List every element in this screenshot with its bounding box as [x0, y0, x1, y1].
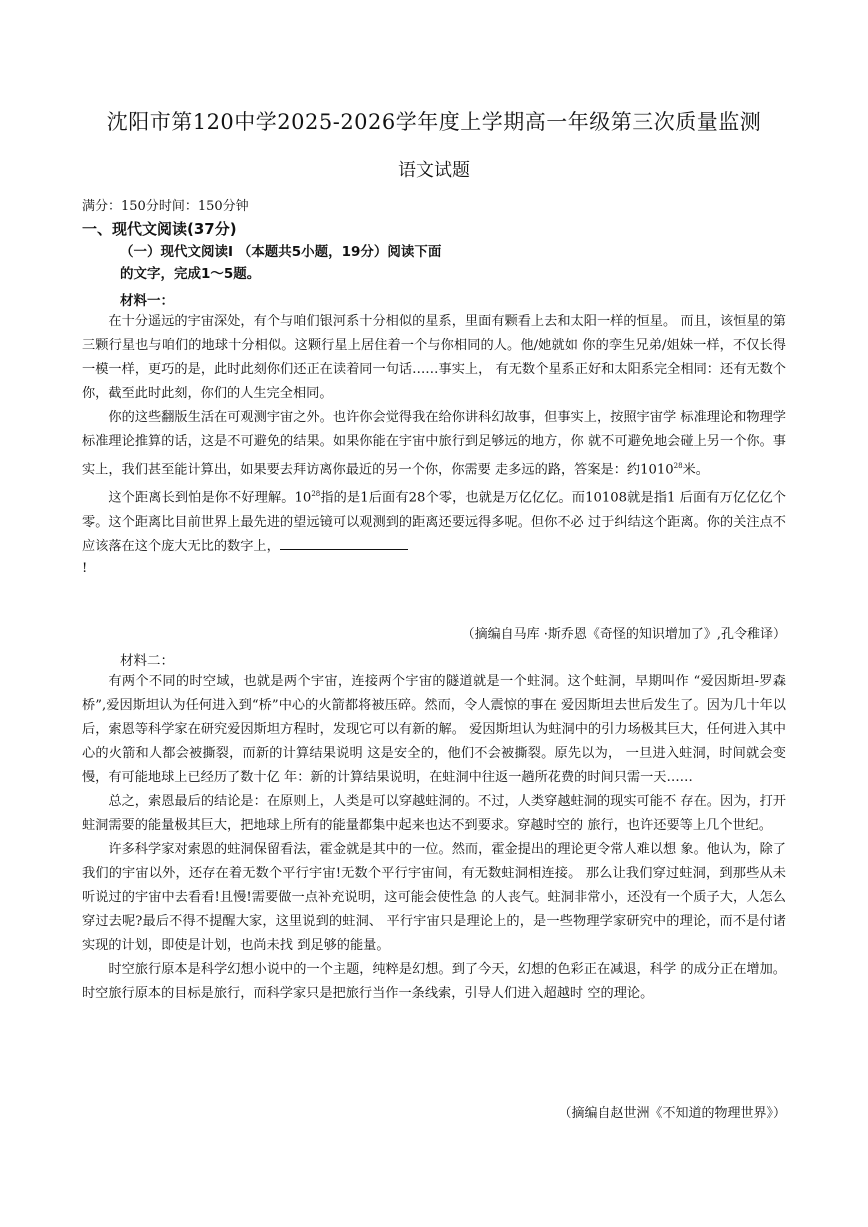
score-time-info: 满分：150分时间：150分钟: [82, 199, 249, 214]
material1-source: （摘编自马库 ·斯乔恩《奇怪的知识增加了》,孔令稚译）: [461, 627, 786, 642]
material2-paragraph: 总之，索恩最后的结论是：在原则上，人类是可以穿越蛀洞的。不过，人类穿越蛀洞的现实可能不 存在。因为，打开蛀洞需要的能量极其巨大，把地球上所有的能量都集中起来也达不到要求。穿越时空的 旅行，也许还要等上几个世纪。: [82, 794, 786, 833]
material2-label: 材料二：: [120, 653, 174, 669]
material2-body: [82, 670, 786, 1006]
material2-paragraph: 有两个不同的时空域，也就是两个宇宙，连接两个宇宙的隧道就是一个蛀洞。这个蛀洞，早期叫作 “爱因斯坦-罗森桥”,爱因斯坦认为任何进入到“桥”中心的火箭都将被压碎。然而，令人震惊的事在 爱因斯坦去世后发生了。因为几十年以后，索恩等科学家在研究爱因斯坦方程时，发现它可以有新的解。 爱因斯坦认为蛀洞中的引力场极其巨大，任何进入其中心的火箭和人都会被撕裂，而新的计算结果说明 这是安全的，他们不会被撕裂。原先以为， 一旦进入蛀洞，时间就会变慢，有可能地球上已经历了数十亿 年：新的计算结果说明，在蛀洞中往返一趟所花费的时间只需一天……: [82, 674, 786, 785]
subsection-heading: （一）现代文阅读Ⅰ （本题共5小题，19分）阅读下面的文字，完成1～5题。: [120, 244, 442, 282]
section-heading: 一、现代文阅读(37分): [82, 220, 237, 238]
exponent: 28: [673, 462, 683, 470]
material1-paragraph: [82, 406, 786, 482]
exam-title: 沈阳市第120中学2025-2026学年度上学期高一年级第三次质量监测: [106, 110, 762, 134]
exponent: 28: [311, 490, 321, 499]
material1-body: [82, 310, 786, 579]
trailing-mark: !: [82, 560, 88, 576]
unit-text: 米。: [682, 462, 709, 478]
material1-paragraph: [82, 482, 786, 558]
material2-paragraph: 许多科学家对索恩的蛀洞保留看法，霍金就是其中的一位。然而，霍金提出的理论更令常人难以想 象。他认为，除了我们的宇宙以外，还存在着无数个平行宇宙!无数个平行宇宙间，有无数蛀洞相连接。 那么让我们穿过蛀洞，到那些从未听说过的宇宙中去看看!且慢!需要做一点补充说明，这可能会使性急 的人丧气。蛀洞非常小，还没有一个质子大，人怎么穿过去呢?最后不得不提醒大家，这里说到的蛀洞、 平行宇宙只是理论上的，是一些物理学家研究中的理论，而不是付诸实现的计划，即使是计划，也尚未找 到足够的能量。: [82, 842, 786, 953]
material1-paragraph: 在十分遥远的宇宙深处，有个与咱们银河系十分相似的星系，里面有颗看上去和太阳一样的恒星。 而且，该恒星的第三颗行星也与咱们的地球十分相似。这颗行星上居住着一个与你相同的人。他/她就如 你的孪生兄弟/姐妹一样，不仅长得一模一样，更巧的是，此时此刻你们还正在读着同一句话……事实上， 有无数个星系正好和太阳系完全相同：还有无数个你，截至此时此刻，你们的人生完全相同。: [82, 314, 786, 401]
material1-label: 材料一：: [120, 293, 174, 309]
material1-paragraph-text: 这个距离长到怕是你不好理解。10: [108, 490, 312, 506]
material1-paragraph-text: 指的是1后面有28个零，也就是万亿亿亿。而10108就是指1 后面有万亿亿亿个零。这个距离比目前世界上最先进的望远镜可以观测到的距离还要远得多呢。但你不必 过于纠结这个距离。你的关注点不应该落在这个庞大无比的数字上，: [82, 490, 786, 554]
material1-paragraph-text: 你的这些翻版生活在可观测宇宙之外。也许你会觉得我在给你讲科幻故事，但事实上，按照宇宙学 标准理论和物理学标准理论推算的话，这是不可避免的结果。如果你能在宇宙中旅行到足够远的地方，你 就不可避免地会碰上另一个你。事实上，我们甚至能计算出，如果要去拜访离你最近的另一个你，你需要 走多远的路，答案是：约1010: [82, 410, 786, 478]
fill-in-blank: [280, 535, 408, 550]
material2-source: （摘编自赵世洲《不知道的物理世界》）: [558, 1106, 786, 1121]
exam-subtitle: 语文试题: [398, 160, 470, 181]
material2-paragraph: 时空旅行原本是科学幻想小说中的一个主题，纯粹是幻想。到了今天，幻想的色彩正在减退，科学 的成分正在增加。时空旅行原本的目标是旅行，而科学家只是把旅行当作一条线索，引导人们进入超越时 空的理论。: [82, 962, 786, 1001]
